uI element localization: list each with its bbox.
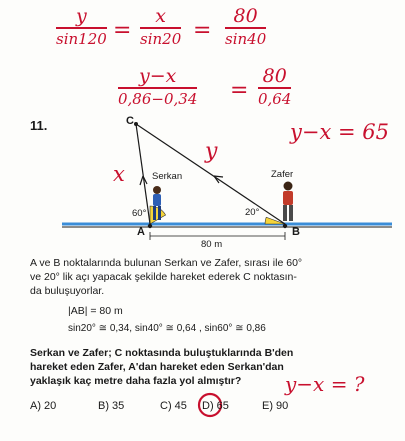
handwritten-result: y−x = 65 <box>290 120 389 144</box>
label-b: B <box>292 226 300 238</box>
label-serkan: Serkan <box>152 171 183 182</box>
eq2-lhs-numerator: y−x <box>139 65 177 87</box>
base-length-label: 80 m <box>201 239 223 250</box>
option-letter: C) <box>160 400 172 412</box>
handwritten-x-label: x <box>113 162 125 186</box>
equals-sign: = <box>193 18 212 43</box>
label-zafer: Zafer <box>271 169 294 180</box>
zafer-person-icon <box>283 182 293 222</box>
point-c <box>134 122 138 126</box>
handwritten-question-note: y−x = ? <box>285 372 365 396</box>
label-c: C <box>126 115 134 127</box>
angle-a-wedge <box>150 206 166 224</box>
prompt-line-2: hareket eden Zafer, A'dan hareket eden Serkan'dan <box>30 361 284 373</box>
eq1-f2-numerator: x <box>155 5 166 27</box>
angle-b-label: 20° <box>245 207 260 218</box>
eq1-f1-denominator: sin120 <box>56 30 107 48</box>
eq2-lhs-denominator: 0,86−0,34 <box>118 90 198 108</box>
option-d[interactable] <box>202 400 232 412</box>
intro-line-2: ve 20° lik açı yapacak şekilde hareket ederek C noktasın- <box>30 271 297 283</box>
eq1-f1-numerator: y <box>76 5 87 27</box>
equals-sign: = <box>230 78 249 103</box>
angle-b-wedge <box>265 217 285 224</box>
eq1-f3-denominator: sin40 <box>225 30 267 48</box>
point-b <box>283 224 287 228</box>
prompt-line-3: yaklaşık kaç metre daha fazla yol almıştır? <box>30 375 242 387</box>
intro-line-3: da buluşuyorlar. <box>30 285 105 297</box>
option-value: 35 <box>112 400 125 412</box>
option-letter: E) <box>262 400 273 412</box>
given-ab: |AB| = 80 m <box>68 305 123 317</box>
point-a <box>148 224 152 228</box>
prompt-line-1: Serkan ve Zafer; C noktasında buluştuklarında B'den <box>30 347 294 359</box>
option-value: 20 <box>44 400 57 412</box>
option-b[interactable] <box>98 400 127 412</box>
eq1-f2-denominator: sin20 <box>140 30 182 48</box>
handwritten-y-label: y <box>205 139 218 164</box>
option-a[interactable] <box>30 400 59 412</box>
equals-sign: = <box>113 18 132 43</box>
question-number: 11. <box>30 118 48 133</box>
option-letter: A) <box>30 400 41 412</box>
option-value: 90 <box>276 400 289 412</box>
eq1-f3-numerator: 80 <box>233 5 258 27</box>
eq2-rhs-denominator: 0,64 <box>258 90 292 108</box>
option-value: 65 <box>216 400 229 412</box>
option-e[interactable] <box>262 400 291 412</box>
intro-line-1: A ve B noktalarında bulunan Serkan ve Zafer, sırası ile 60° <box>30 257 303 269</box>
option-c[interactable] <box>160 400 190 412</box>
option-letter: B) <box>98 400 109 412</box>
given-sines: sin20° ≅ 0,34, sin40° ≅ 0,64 , sin60° ≅ 0,86 <box>68 323 266 334</box>
angle-a-label: 60° <box>132 208 147 219</box>
option-letter: D) <box>202 400 214 412</box>
eq2-rhs-numerator: 80 <box>262 65 287 87</box>
option-value: 45 <box>174 400 187 412</box>
label-a: A <box>137 226 145 238</box>
